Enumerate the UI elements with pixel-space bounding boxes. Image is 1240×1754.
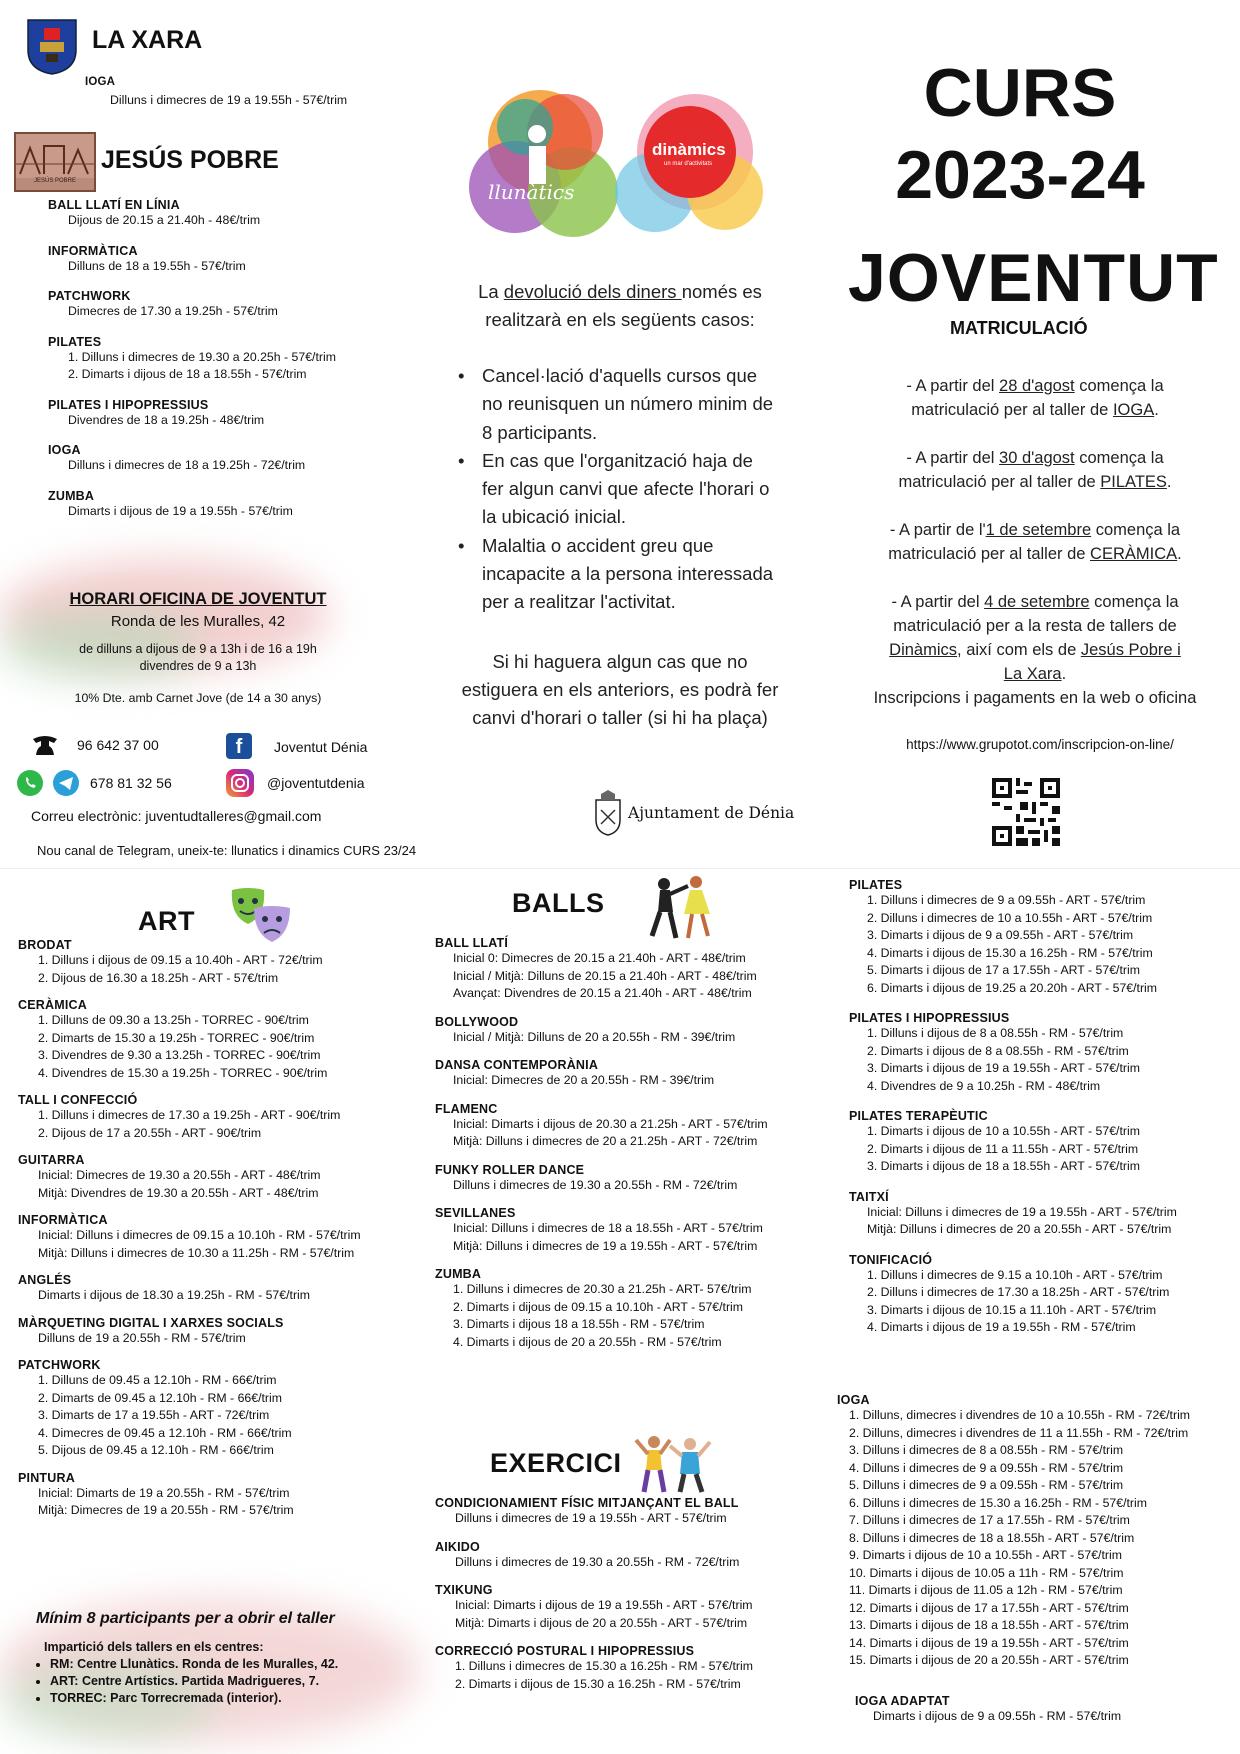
enroll-text: comença la (1089, 593, 1179, 611)
course-block (48, 244, 428, 276)
course-schedule: 1. Dilluns i dimecres de 19.30 a 20.25h - 57€/trim (68, 349, 336, 364)
refund-bullet-line: per a realitzar l'activitat. (482, 591, 676, 613)
refund-bullet-line: incapacite a la persona interessada (482, 563, 774, 585)
bullet-dot: • (458, 365, 465, 386)
dinamics-label: dinàmics (652, 140, 726, 159)
course-schedule: 8. Dilluns i dimecres de 18 a 18.55h - ART - 57€/trim (849, 1530, 1135, 1545)
course-title: ZUMBA (435, 1267, 482, 1281)
course-schedule: Dilluns i dimecres de 18 a 19.25h - 72€/trim (68, 458, 306, 472)
la-xara-schedule: Dilluns i dimecres de 19 a 19.55h - 57€/trim (110, 93, 348, 107)
course-schedule: 2. Dimarts i dijous de 11 a 11.55h - ART - 57€/trim (867, 1141, 1139, 1156)
exercici-title: EXERCICI (490, 1448, 622, 1478)
refund-bullet-line: En cas que l'organització haja de (482, 449, 753, 471)
course-schedule: 1. Dilluns de 09.45 a 12.10h - RM - 66€/trim (38, 1373, 277, 1387)
refund-bullet-line: 8 participants. (482, 421, 598, 443)
section-divider (0, 868, 1240, 869)
course-schedule: 2. Dijous de 17 a 20.55h - ART - 90€/trim (38, 1125, 262, 1140)
course-schedule: Dijous de 20.15 a 21.40h - 48€/trim (68, 213, 261, 227)
course-schedule: 3. Dimarts i dijous 18 a 18.55h - RM - 57€/trim (453, 1317, 705, 1331)
course-schedule: Dilluns i dimecres de 19.30 a 20.55h - RM - 72€/trim (455, 1554, 740, 1569)
enroll-url[interactable]: https://www.grupotot.com/inscripcion-on-line/ (906, 737, 1174, 752)
ajuntament-name: Ajuntament de Dénia (628, 804, 795, 822)
enroll-p3-line2 (845, 542, 1225, 566)
min-participants: Mínim 8 participants per a obrir el taller (36, 1610, 335, 1627)
course-schedule: 4. Dimarts i dijous de 19 a 19.55h - RM - 57€/trim (867, 1320, 1136, 1334)
course-schedule: Inicial 0: Dimecres de 20.15 a 21.40h - ART - 48€/trim (453, 951, 746, 965)
enroll-text: - A partir del (891, 593, 985, 611)
course-schedule: Mitjà: Dilluns i dimecres de 20 a 20.55h - ART - 57€/trim (867, 1222, 1172, 1236)
course-block (435, 1163, 835, 1195)
course-block (849, 1011, 1239, 1095)
course-schedule: 1. Dilluns, dimecres i divendres de 10 a 10.55h - RM - 72€/trim (849, 1408, 1191, 1422)
course-block (18, 1316, 428, 1348)
enroll-p3-line1 (845, 518, 1225, 542)
jesus-pobre-title: JESÚS POBRE (101, 146, 279, 174)
course-schedule: 3. Dimarts de 17 a 19.55h - ART - 72€/trim (38, 1408, 270, 1422)
course-title: PATCHWORK (48, 289, 131, 303)
enroll-date-ioga: 28 d'agost (999, 377, 1075, 395)
course-title: PILATES I HIPOPRESSIUS (849, 1011, 1010, 1025)
course-block (849, 878, 1239, 997)
course-schedule: 2. Dilluns i dimecres de 17.30 a 18.25h - ART - 57€/trim (867, 1285, 1170, 1299)
course-schedule: 3. Dimarts i dijous de 10.15 a 11.10h - ART - 57€/trim (867, 1302, 1157, 1317)
jesus-pobre-courses (48, 198, 428, 520)
course-schedule: 3. Dimarts i dijous de 9 a 09.55h - ART - 57€/trim (867, 928, 1134, 942)
center-item: • TORREC: Parc Torrecremada (interior). (50, 1690, 338, 1707)
course-schedule: Mitjà: Dimecres de 19 a 20.55h - RM - 57€/trim (38, 1503, 294, 1517)
course-schedule: Dimarts i dijous de 19 a 19.55h - 57€/trim (68, 503, 293, 518)
office-facebook[interactable]: Joventut Dénia (274, 739, 368, 755)
office-discount: 10% Dte. amb Carnet Jove (de 14 a 30 anys) (74, 691, 322, 705)
course-schedule: 2. Dimarts de 15.30 a 19.25h - TORREC - 90€/trim (38, 1030, 315, 1045)
course-title: TXIKUNG (435, 1583, 493, 1597)
enroll-text: comença la (1091, 521, 1181, 539)
dinamics-sublabel: un mar d'activitats (664, 161, 713, 167)
course-schedule: 2. Dimarts de 09.45 a 12.10h - RM - 66€/trim (38, 1390, 282, 1405)
refund-bullet (456, 532, 826, 617)
facebook-icon[interactable]: f (226, 733, 252, 759)
enroll-text: comença la (1074, 449, 1164, 467)
qr-code[interactable] (992, 778, 1060, 846)
enroll-text: . (1154, 401, 1159, 419)
course-block (435, 1267, 835, 1351)
refund-bullet-line: la ubicació inicial. (482, 506, 626, 528)
course-schedule: Inicial: Dimarts i dijous de 20.30 a 21.25h - ART - 57€/trim (453, 1116, 768, 1131)
office-hours-friday: divendres de 9 a 13h (139, 659, 257, 673)
right-courses (849, 878, 1239, 1337)
course-schedule: Inicial / Mitjà: Dilluns de 20 a 20.55h - RM - 39€/trim (453, 1029, 736, 1044)
course-schedule: 1. Dilluns de 09.30 a 13.25h - TORREC - 90€/trim (38, 1013, 309, 1027)
course-schedule: Inicial: Dimarts i dijous de 19 a 19.55h - ART - 57€/trim (455, 1598, 753, 1612)
course-schedule: 3. Divendres de 9.30 a 13.25h - TORREC - 90€/trim (38, 1048, 321, 1062)
course-schedule: 4. Divendres de 9 a 10.25h - RM - 48€/trim (867, 1078, 1101, 1093)
course-title: FUNKY ROLLER DANCE (435, 1162, 585, 1177)
course-schedule: 2. Dimarts i dijous de 09.15 a 10.10h - ART - 57€/trim (453, 1299, 744, 1314)
enroll-text: . (1166, 473, 1172, 491)
course-block (435, 1102, 835, 1151)
office-email[interactable]: Correu electrònic: juventudtalleres@gmail.com (31, 808, 322, 824)
enroll-text: matriculació per al taller de (898, 473, 1101, 491)
enroll-p1-line1 (845, 374, 1225, 398)
course-schedule: Inicial: Dilluns i dimecres de 18 a 18.55h - ART - 57€/trim (453, 1221, 763, 1235)
llunatics-dinamics-logo (455, 82, 775, 252)
refund-closing-line: estiguera en els anteriors, es podrà fer (461, 679, 779, 700)
enroll-p5: Inscripcions i pagaments en la web o oficina (873, 689, 1197, 707)
enroll-text: matriculació per al taller de (888, 545, 1091, 563)
course-schedule: 3. Dimarts i dijous de 19 a 19.55h - ART - 57€/trim (867, 1061, 1140, 1075)
course-schedule: 2. Dilluns, dimecres i divendres de 11 a 11.55h - RM - 72€/trim (849, 1425, 1189, 1440)
course-schedule: 11. Dimarts i dijous de 11.05 a 12h - RM - 57€/trim (849, 1583, 1123, 1597)
course-schedule: Mitjà: Dilluns i dimecres de 10.30 a 11.25h - RM - 57€/trim (38, 1245, 355, 1260)
course-title: MÀRQUETING DIGITAL I XARXES SOCIALS (18, 1315, 284, 1330)
course-title: PILATES (48, 334, 102, 349)
course-schedule: Dimarts i dijous de 18.30 a 19.25h - RM - 57€/trim (38, 1288, 311, 1302)
course-block (18, 938, 428, 987)
course-schedule: 1. Dilluns i dimecres de 17.30 a 19.25h - ART - 90€/trim (38, 1108, 341, 1122)
refund-intro (420, 278, 820, 334)
office-hours-weekdays: de dilluns a dijous de 9 a 13h i de 16 a 19h (79, 642, 317, 656)
course-schedule: 4. Divendres de 15.30 a 19.25h - TORREC - 90€/trim (38, 1065, 328, 1080)
page-title (760, 52, 1240, 216)
course-title: BALL LLATÍ (435, 936, 509, 950)
refund-bullet-line: no reunisquen un número minim de (482, 393, 774, 415)
course-schedule: 1. Dilluns i dijous de 09.15 a 10.40h - ART - 72€/trim (38, 953, 323, 967)
course-schedule: 5. Dilluns i dimecres de 9 a 09.55h - RM - 57€/trim (849, 1478, 1124, 1492)
refund-intro-c: realitzarà en els següents casos: (485, 309, 755, 330)
enroll-p4-line2: matriculació per a la resta de tallers de (893, 617, 1177, 635)
course-title: AIKIDO (435, 1539, 480, 1554)
course-schedule: Dilluns i dimecres de 19.30 a 20.55h - RM - 72€/trim (453, 1177, 738, 1192)
course-title: CORRECCIÓ POSTURAL I HIPOPRESSIUS (435, 1644, 695, 1658)
la-xara-title: LA XARA (92, 26, 203, 54)
course-schedule: 3. Dimarts i dijous de 18 a 18.55h - ART - 57€/trim (867, 1159, 1140, 1173)
course-schedule: 4. Dimarts i dijous de 15.30 a 16.25h - RM - 57€/trim (867, 945, 1153, 960)
ioga-block (837, 1393, 1237, 1670)
enroll-dinamics: Dinàmics (889, 641, 958, 659)
course-schedule: 2. Dijous de 16.30 a 18.25h - ART - 57€/trim (38, 970, 279, 985)
course-block (18, 998, 428, 1082)
course-title: CERÀMICA (18, 998, 87, 1012)
course-schedule: Dilluns i dimecres de 19 a 19.55h - ART - 57€/trim (455, 1511, 727, 1525)
course-schedule: 9. Dimarts i dijous de 10 a 10.55h - ART - 57€/trim (849, 1548, 1122, 1562)
course-schedule: Inicial: Dilluns i dimecres de 09.15 a 10.10h - RM - 57€/trim (38, 1228, 361, 1242)
course-schedule: 1. Dimarts i dijous de 10 a 10.55h - ART - 57€/trim (867, 1124, 1140, 1138)
course-title: CONDICIONAMIENT FÍSIC MITJANÇANT EL BALL (435, 1496, 739, 1510)
la-xara-course: IOGA (85, 76, 116, 88)
balls-title: BALLS (512, 888, 605, 918)
title-line-3: JOVENTUT (848, 240, 1219, 316)
course-schedule: 4. Dilluns i dimecres de 9 a 09.55h - RM - 57€/trim (849, 1460, 1124, 1475)
course-title: FLAMENC (435, 1101, 498, 1116)
ioga-adapted-line: Dimarts i dijous de 9 a 09.55h - RM - 57€/trim (873, 1709, 1122, 1723)
course-title: PATCHWORK (18, 1358, 101, 1372)
llunatics-label: llunàtics (488, 180, 575, 204)
course-schedule: 14. Dimarts i dijous de 19 a 19.55h - ART - 57€/trim (849, 1635, 1129, 1650)
office-telegram: Nou canal de Telegram, uneix-te: llunatics i dinamics CURS 23/24 (37, 843, 417, 858)
course-schedule: 7. Dilluns i dimecres de 17 a 17.55h - RM - 57€/trim (849, 1513, 1130, 1527)
course-schedule: Dimecres de 17.30 a 19.25h - 57€/trim (68, 304, 278, 318)
course-schedule: Inicial / Mitjà: Dilluns de 20.15 a 21.40h - ART - 48€/trim (453, 968, 757, 983)
refund-intro-a: La (478, 281, 504, 302)
course-block (18, 1213, 428, 1262)
course-title: PILATES TERAPÈUTIC (849, 1109, 988, 1123)
course-schedule: 13. Dimarts i dijous de 18 a 18.55h - ART - 57€/trim (849, 1618, 1129, 1632)
ioga-items (837, 1407, 1237, 1670)
art-title: ART (138, 906, 195, 936)
course-schedule: 2. Dilluns i dimecres de 10 a 10.55h - ART - 57€/trim (867, 910, 1153, 925)
enrollment-block (845, 374, 1225, 710)
course-schedule: Inicial: Dimarts de 19 a 20.55h - RM - 57€/trim (38, 1485, 290, 1500)
enroll-date-ceramica: 1 de setembre (985, 521, 1092, 539)
course-title: TAITXÍ (849, 1189, 889, 1204)
course-block (18, 1273, 428, 1305)
refund-bullet (456, 362, 826, 447)
course-title: INFORMÀTICA (18, 1213, 108, 1227)
course-title: ANGLÉS (18, 1273, 72, 1287)
enroll-text: comença la (1074, 377, 1164, 395)
enroll-p2-line1 (845, 446, 1225, 470)
course-schedule: 1. Dilluns i dimecres de 15.30 a 16.25h - RM - 57€/trim (455, 1659, 753, 1673)
enroll-text: - A partir de l' (889, 521, 986, 539)
telegram-icon[interactable] (53, 770, 79, 796)
course-block (18, 1093, 428, 1142)
course-schedule: Mitjà: Dimarts i dijous de 20 a 20.55h - ART - 57€/trim (455, 1615, 748, 1630)
course-schedule: 2. Dimarts i dijous de 8 a 08.55h - RM - 57€/trim (867, 1043, 1129, 1058)
office-mobile[interactable]: 678 81 32 56 (90, 775, 172, 791)
course-schedule: 2. Dimarts i dijous de 15.30 a 16.25h - RM - 57€/trim (455, 1676, 741, 1691)
jesus-pobre-emblem (14, 132, 96, 192)
course-schedule: 6. Dilluns i dimecres de 15.30 a 16.25h - RM - 57€/trim (849, 1495, 1147, 1510)
course-schedule: Avançat: Divendres de 20.15 a 21.40h - ART - 48€/trim (453, 986, 752, 1000)
enroll-text: . (1061, 665, 1067, 683)
course-title: BOLLYWOOD (435, 1014, 519, 1029)
title-line-2: 2023-24 (895, 137, 1145, 213)
refund-bullet-line: Malaltia o accident greu que (482, 534, 714, 556)
course-block (849, 1253, 1239, 1337)
course-schedule: 4. Dimecres de 09.45 a 12.10h - RM - 66€/trim (38, 1425, 292, 1440)
course-title: GUITARRA (18, 1153, 85, 1167)
course-block (48, 335, 428, 384)
phone-icon (30, 733, 60, 757)
course-schedule: 1. Dilluns i dimecres de 20.30 a 21.25h - ART- 57€/trim (453, 1282, 752, 1296)
course-block (435, 1015, 835, 1047)
theater-masks-icon (228, 886, 294, 946)
course-schedule: Dilluns de 19 a 20.55h - RM - 57€/trim (38, 1330, 246, 1345)
office-instagram[interactable]: @joventutdenia (267, 775, 365, 791)
ioga-title: IOGA (837, 1393, 870, 1407)
course-schedule: Divendres de 18 a 19.25h - 48€/trim (68, 412, 265, 427)
course-schedule: 1. Dilluns i dimecres de 9.15 a 10.10h - ART - 57€/trim (867, 1267, 1163, 1282)
course-block (435, 936, 835, 1003)
course-block (18, 1471, 428, 1520)
office-address: Ronda de les Muralles, 42 (110, 613, 286, 630)
ioga-adapted-title: IOGA ADAPTAT (855, 1694, 950, 1708)
enroll-p1-line2 (845, 398, 1225, 422)
bullet-dot: • (458, 449, 465, 471)
enroll-jesus-pobre: Jesús Pobre i (1080, 641, 1181, 659)
enroll-text: - A partir del (906, 449, 1000, 467)
course-schedule: Inicial: Dimecres de 19.30 a 20.55h - ART - 48€/trim (38, 1168, 321, 1182)
refund-bullets (456, 362, 826, 617)
course-schedule: 10. Dimarts i dijous de 10.05 a 11h - RM - 57€/trim (849, 1565, 1124, 1580)
course-block (18, 1358, 428, 1460)
course-schedule: 12. Dimarts i dijous de 17 a 17.55h - ART - 57€/trim (849, 1600, 1129, 1615)
course-schedule: Mitjà: Dilluns i dimecres de 20 a 21.25h - ART - 72€/trim (453, 1134, 758, 1148)
refund-closing (405, 648, 835, 732)
enroll-p4-line1 (845, 590, 1225, 614)
enroll-text: . (1177, 545, 1182, 563)
office-phone[interactable]: 96 642 37 00 (77, 737, 159, 753)
course-title: BALL LLATÍ EN LÍNIA (48, 198, 180, 212)
enroll-p2-line2 (845, 470, 1225, 494)
course-schedule: 4. Dimarts i dijous de 20 a 20.55h - RM - 57€/trim (453, 1334, 722, 1349)
enroll-text: , així com els de (957, 641, 1081, 659)
refund-bullet-line: Cancel·lació d'aquells cursos que (482, 365, 758, 386)
enroll-la-xara: La Xara (1003, 665, 1062, 683)
course-block (48, 289, 428, 321)
enroll-date-rest: 4 de setembre (984, 593, 1090, 611)
course-schedule: 6. Dimarts i dijous de 19.25 a 20.20h - ART - 57€/trim (867, 980, 1158, 995)
course-block (48, 489, 428, 521)
course-schedule: 15. Dimarts i dijous de 20 a 20.55h - ART - 57€/trim (849, 1653, 1129, 1667)
course-schedule: Inicial: Dimecres de 20 a 20.55h - RM - 39€/trim (453, 1073, 715, 1087)
course-title: TALL I CONFECCIÓ (18, 1093, 138, 1107)
course-block (435, 1058, 835, 1090)
course-title: SEVILLANES (435, 1206, 516, 1220)
enroll-course-ceramica: CERÀMICA (1090, 545, 1178, 563)
la-xara-crest (26, 18, 78, 76)
course-block (18, 1153, 428, 1202)
course-schedule: Dilluns de 18 a 19.55h - 57€/trim (68, 258, 246, 273)
enroll-course-pilates: PILATES (1100, 473, 1167, 491)
course-title: INFORMÀTICA (48, 243, 138, 258)
refund-bullet-line: fer algun canvi que afecte l'horari o (482, 478, 770, 500)
whatsapp-icon[interactable] (17, 770, 43, 796)
course-block (435, 1644, 835, 1693)
course-title: ZUMBA (48, 488, 95, 503)
office-block (18, 590, 378, 705)
course-block (435, 1540, 835, 1572)
enroll-text: matriculació per al taller de (911, 401, 1113, 419)
course-title: DANSA CONTEMPORÀNIA (435, 1058, 599, 1072)
enroll-p4-line3 (845, 638, 1225, 662)
instagram-icon[interactable] (226, 769, 254, 797)
bullet-dot: • (458, 534, 465, 556)
enroll-text: - A partir del (906, 377, 1000, 395)
course-title: TONIFICACIÓ (849, 1252, 933, 1267)
matricula-heading: MATRICULACIÓ (950, 318, 1088, 338)
dancing-couple-icon (640, 872, 720, 942)
course-schedule: Mitjà: Divendres de 19.30 a 20.55h - ART - 48€/trim (38, 1185, 319, 1200)
refund-intro-underlined: devolució dels diners (503, 281, 682, 302)
refund-intro-b: només es (681, 281, 762, 302)
course-block (48, 198, 428, 230)
course-schedule: 5. Dimarts i dijous de 17 a 17.55h - ART - 57€/trim (867, 963, 1140, 977)
course-title: PINTURA (18, 1470, 75, 1485)
exercise-people-icon (634, 1432, 714, 1494)
title-line-1: CURS (923, 55, 1117, 131)
course-title: IOGA (48, 443, 81, 457)
center-item: • RM: Centre Llunàtics. Ronda de les Muralles, 42. (50, 1656, 338, 1673)
course-block (435, 1206, 835, 1255)
course-block (435, 1496, 835, 1528)
art-courses (18, 938, 428, 1520)
ioga-adapted-block (855, 1694, 1235, 1726)
course-schedule: 3. Dilluns i dimecres de 8 a 08.55h - RM - 57€/trim (849, 1443, 1124, 1457)
centers-title: Impartició dels tallers en els centres: (44, 1640, 264, 1654)
course-schedule: Inicial: Dilluns i dimecres de 19 a 19.55h - ART - 57€/trim (867, 1204, 1177, 1219)
office-title: HORARI OFICINA DE JOVENTUT (69, 590, 327, 608)
course-schedule: 1. Dilluns i dijous de 8 a 08.55h - RM - 57€/trim (867, 1026, 1124, 1040)
course-block (849, 1109, 1239, 1176)
jesus-pobre-emblem-text: JESÚS POBRE (33, 178, 76, 184)
course-block (435, 1583, 835, 1632)
enroll-date-pilates: 30 d'agost (999, 449, 1075, 467)
course-schedule: 2. Dimarts i dijous de 18 a 18.55h - 57€/trim (68, 367, 307, 381)
course-schedule: 1. Dilluns i dimecres de 9 a 09.55h - ART - 57€/trim (867, 893, 1146, 907)
centers-list (28, 1656, 338, 1707)
course-title: PILATES (849, 878, 903, 892)
course-title: PILATES I HIPOPRESSIUS (48, 397, 209, 412)
course-title: BRODAT (18, 938, 72, 952)
center-item: • ART: Centre Artístics. Partida Madrigueres, 7. (50, 1673, 338, 1690)
refund-bullet (456, 447, 826, 532)
course-schedule: 5. Dijous de 09.45 a 12.10h - RM - 66€/trim (38, 1443, 274, 1457)
enroll-p4-line4 (845, 662, 1225, 686)
ajuntament-crest (593, 790, 623, 836)
refund-closing-line: Si hi haguera algun cas que no (492, 651, 748, 672)
course-block (48, 398, 428, 430)
course-block (48, 443, 428, 475)
exercici-courses (435, 1496, 835, 1693)
enroll-course-ioga: IOGA (1112, 401, 1155, 419)
refund-closing-line: canvi d'horari o taller (si hi ha plaça) (472, 707, 768, 728)
course-block (849, 1190, 1239, 1239)
balls-courses (435, 936, 835, 1351)
course-schedule: Mitjà: Dilluns i dimecres de 19 a 19.55h - ART - 57€/trim (453, 1238, 758, 1253)
